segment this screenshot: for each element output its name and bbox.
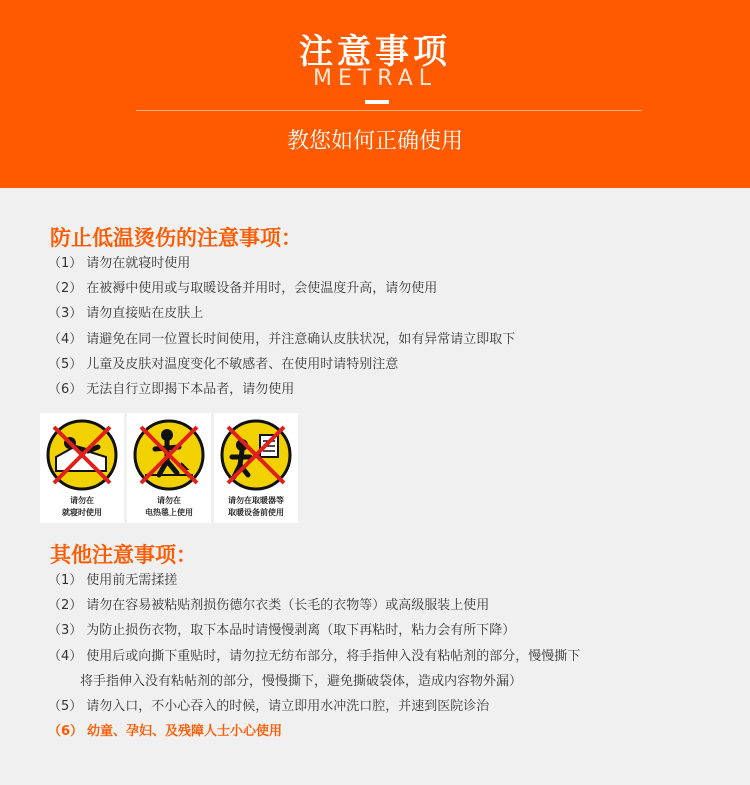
warning-card <box>214 413 298 523</box>
warning-card <box>127 413 211 523</box>
brand-subtitle: METRAL <box>312 66 438 91</box>
list-item-continuation: 将手指伸入没有粘帖剂的部分，慢慢撕下，避免撕破袋体，造成内容物外漏） <box>80 673 523 689</box>
warning-caption: 请勿在 就寝时使用 <box>62 496 102 517</box>
warning-card <box>40 413 124 523</box>
section-title-other-notes: 其他注意事项： <box>50 543 197 567</box>
warning-caption: 请勿在 电热毯上使用 <box>145 496 193 517</box>
list-item: （5） 儿童及皮肤对温度变化不敏感者、在使用时请特别注意 <box>48 356 399 372</box>
warning-caption: 请勿在取暖器等 取暖设备前使用 <box>228 496 284 517</box>
list-item: （2） 请勿在容易被粘贴剂损伤德尔衣类（长毛的衣物等）或高级服装上使用 <box>48 598 490 614</box>
section-title-burn-prevention: 防止低温烫伤的注意事项： <box>50 226 302 250</box>
list-item: （4） 使用后或向撕下重贴时，请勿拉无纺布部分，将手指伸入没有粘帖剂的部分，慢慢撕下 <box>48 648 581 664</box>
list-item: （1） 使用前无需揉搓 <box>48 573 178 588</box>
list-item: （3） 为防止损伤衣物，取下本品时请慢慢剥离（取下再粘时，粘力会有所下降） <box>48 623 516 639</box>
list-item-highlight: （6） 幼童、孕妇、及残障人士小心使用 <box>48 724 283 740</box>
header-divider <box>136 110 642 111</box>
no-heater-icon <box>218 417 294 493</box>
list-item: （4） 请避免在同一位置长时间使用，并注意确认皮肤状况，如有异常请立即取下 <box>48 331 516 347</box>
other-notes-list <box>48 568 580 744</box>
list-item: （2） 在被褥中使用或与取暖设备并用时，会使温度升高，请勿使用 <box>48 281 438 297</box>
list-item: （3） 请勿直接贴在皮肤上 <box>48 306 204 322</box>
no-bed-icon <box>44 417 120 493</box>
list-item: （6） 无法自行立即揭下本品者，请勿使用 <box>48 382 295 398</box>
header-tagline: 教您如何正确使用 <box>286 129 463 154</box>
page-title: 注意事项 <box>299 32 451 72</box>
header-banner <box>0 0 750 188</box>
title-underline <box>365 100 389 104</box>
list-item: （1） 请勿在就寝时使用 <box>48 256 191 271</box>
list-item: （5） 请勿入口，不小心吞入的时候，请立即用水冲洗口腔，并速到医院诊治 <box>48 699 490 715</box>
warning-icons-row <box>40 413 298 523</box>
burn-prevention-list <box>48 251 515 402</box>
no-electric-blanket-icon <box>131 417 207 493</box>
